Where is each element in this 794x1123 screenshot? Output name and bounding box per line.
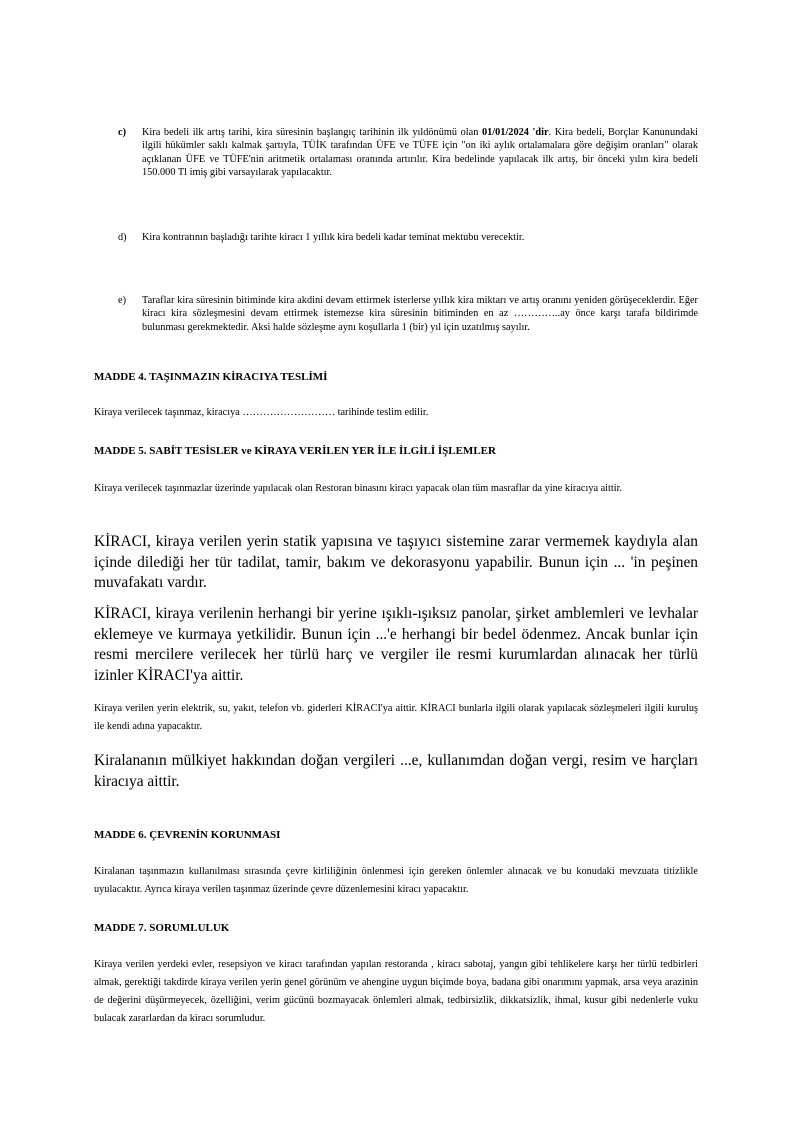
list-marker: d) <box>118 232 127 243</box>
list-item-text: Taraflar kira süresinin bitiminde kira akdini devam ettirmek isterlerse yıllık kira miktarı ve artış oranını yeniden görüşeceklerdir. Eğer kiracı kira sözleşmesini devam ettirmek istemezse kira süresinin bitiminden en az …………..ay önce karşı tarafa bildirimde bulunması gerekmektedir. Aksi halde sözleşme aynı koşullarla 1 (bir) yıl için uzatılmış sayılır. <box>142 295 698 333</box>
madde-5-paragraph-2: KİRACI, kiraya verilen yerin statik yapısına ve taşıyıcı sistemine zarar vermemek kaydıyla alan içinde dilediği her tür tadilat, tamir, bakım ve dekorasyonu yapabilir. Bunun için ... 'in peşinen muvafakatı vardır. <box>94 533 698 591</box>
section-heading-madde-4: MADDE 4. TAŞINMAZIN KİRACIYA TESLİMİ <box>94 371 328 383</box>
section-heading-madde-6: MADDE 6. ÇEVRENİN KORUNMASI <box>94 829 281 841</box>
list-item-text: Kira kontratının başladığı tarihte kiracı 1 yıllık kira bedeli kadar teminat mektubu verecektir. <box>142 232 525 243</box>
madde-6-text: Kiralanan taşınmazın kullanılması sırasında çevre kirliliğinin önlenmesi için gereken önlemler alınacak ve bu konudaki mevzuata titizlikle uyulacaktır. Ayrıca kiraya verilen taşınmaz üzerinde çevre düzenlemesini kiracı yapacaktır. <box>94 866 698 895</box>
madde-5-paragraph-3: KİRACI, kiraya verilenin herhangi bir yerine ışıklı-ışıksız panolar, şirket amblemleri ve levhalar eklemeye ve kurmaya yetkilidir. Bunun için ...'e herhangi bir bedel ödenmez. Ancak bunlar için resmi mercilere verilecek her türlü harç ve vergiler ile resmi kurumlardan alınacak her türlü izinler KİRACI'ya aittir. <box>94 605 698 684</box>
list-item-e <box>118 294 698 334</box>
madde-5-paragraph-5: Kiralananın mülkiyet hakkından doğan vergileri ...e, kullanımdan doğan vergi, resim ve harçları kiracıya aittir. <box>94 752 698 790</box>
section-heading-madde-7: MADDE 7. SORUMLULUK <box>94 922 230 934</box>
list-item-c <box>118 126 698 180</box>
list-marker: e) <box>118 295 126 306</box>
madde-7-text: Kiraya verilen yerdeki evler, resepsiyon ve kiracı tarafından yapılan restoranda , kiracı sabotaj, yangın gibi tehlikelere karşı her türlü tedbirleri almak, gerektiği takdirde kiraya verilen yerin genel görünüm ve ahengine uygun biçimde boya, badana gibi onarımını yapmak, arsa veya arazinin de değerini düşürmeyecek, özelliğini, verim gücünü bozmayacak önlemleri almak, tedbirsizlik, dikkatsizlik, ihmal, kusur gibi nedenlerle vuku bulacak zararlardan da kiracı sorumludur. <box>94 959 698 1024</box>
list-item-d <box>118 231 698 244</box>
madde-4-text: Kiraya verilecek taşınmaz, kiracıya ……………………… tarihinde teslim edilir. <box>94 407 429 418</box>
list-item-text: Kira bedeli ilk artış tarihi, kira süresinin başlangıç tarihinin ilk yıldönümü olan 01/01/2024 'dir. Kira bedeli, Borçlar Kanunundaki ilgili hükümler saklı kalmak şartıyla, TÜİK tarafından ÜFE ve TÜFE için "on iki aylık ortalamalara göre değişim oranları" olarak açıklanan ÜFE ve TÜFE'nin aritmetik ortalaması oranında artırılır. Kira bedelinde yapılacak ilk artış, bir önceki yılın kira bedeli 150.000 Tl imiş gibi varsayılarak yapılacaktır. <box>142 127 698 179</box>
section-heading-madde-5: MADDE 5. SABİT TESİSLER ve KİRAYA VERİLEN YER İLE İLGİLİ İŞLEMLER <box>94 445 496 457</box>
list-marker: c) <box>118 127 126 138</box>
madde-5-paragraph-1: Kiraya verilecek taşınmazlar üzerinde yapılacak olan Restoran binasını kiracı yapacak olan tüm masraflar da yine kiracıya aittir. <box>94 483 623 494</box>
date-bold: 01/01/2024 'dir <box>481 127 549 138</box>
madde-5-paragraph-4: Kiraya verilen yerin elektrik, su, yakıt, telefon vb. giderleri KİRACI'ya aittir. KİRACI bunlarla ilgili olarak yapılacak sözleşmeleri ilgili kuruluş ile kendi adına yapacaktır. <box>94 703 698 732</box>
